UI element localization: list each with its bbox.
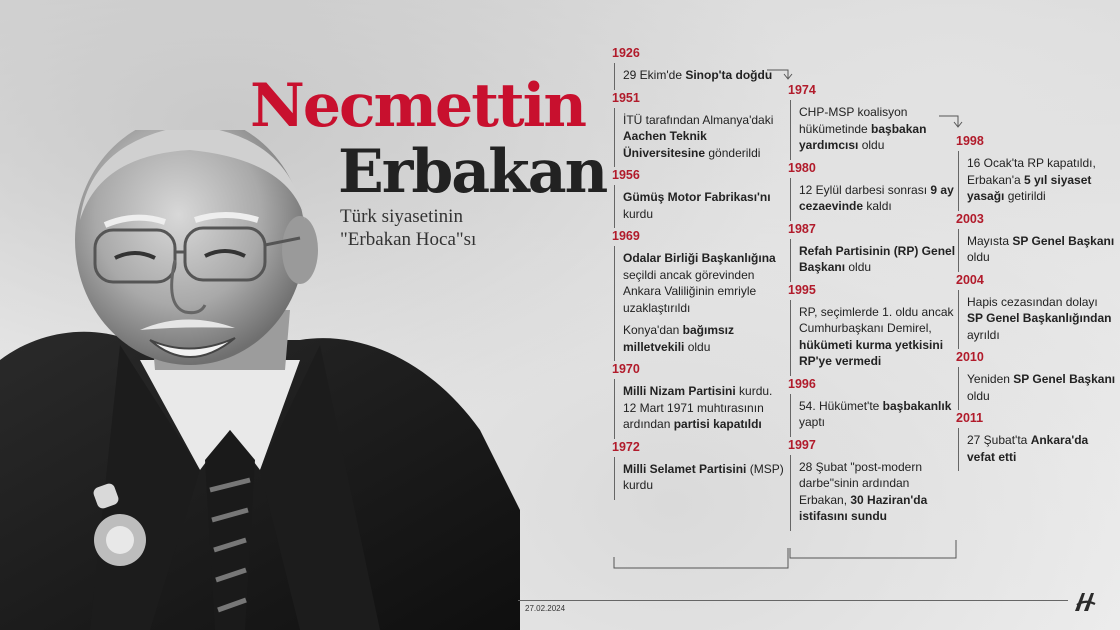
timeline-entry (790, 394, 960, 437)
entry-text: 16 Ocak'ta RP kapatıldı, Erbakan'a (967, 156, 1096, 187)
timeline-entry (958, 151, 1116, 211)
timeline-entry (614, 457, 787, 500)
subtitle-line-1: Türk siyasetinin (340, 206, 463, 227)
entry-highlight: başbakanlık (882, 398, 952, 413)
entry-highlight: 9 ay cezaevinde (799, 182, 954, 213)
timeline-year: 1956 (612, 168, 640, 182)
entry-text: 54. Hükümet'te (799, 398, 883, 413)
timeline-entry (614, 246, 787, 361)
entry-text: (MSP) kurdu (623, 461, 784, 492)
entry-highlight: başbakan yardımcısı (799, 121, 927, 152)
entry-text: 29 Ekim'de (623, 68, 686, 82)
timeline-year: 1972 (612, 439, 640, 454)
timeline-year: 1987 (788, 221, 816, 236)
timeline-column-2 (788, 82, 960, 531)
entry-text: Yeniden (967, 372, 1014, 386)
timeline-entry (614, 108, 787, 168)
entry-text: 12 Eylül darbesi sonrası (799, 182, 931, 197)
timeline-entry (958, 290, 1116, 350)
timeline-entry (958, 229, 1116, 272)
entry-text: seçildi ancak görevinden Ankara Valiliğinin emriyle uzaklaştırıldı (623, 267, 757, 315)
entry-text: oldu (967, 250, 990, 264)
entry-highlight: Gümüş Motor Fabrikası'nı (623, 190, 771, 204)
entry-text: kaldı (863, 199, 892, 213)
timeline-year: 1998 (956, 134, 984, 148)
timeline-column-1 (612, 45, 787, 500)
timeline-year: 1970 (612, 362, 640, 376)
entry-highlight: SP Genel Başkanı (1013, 372, 1116, 386)
entry-text: oldu (845, 260, 872, 274)
entry-text: ayrıldı (967, 327, 1000, 342)
entry-text: İTÜ tarafından Almanya'daki (623, 112, 774, 127)
connector-arrow-1 (614, 548, 788, 568)
timeline-entry (958, 367, 1116, 410)
timeline-entry (790, 178, 960, 221)
entry-highlight: Milli Selamet Partisini (623, 461, 747, 476)
timeline-year: 2004 (956, 272, 984, 287)
timeline-year: 1996 (788, 376, 816, 391)
timeline-entry (790, 300, 960, 376)
footer-divider (518, 600, 1068, 601)
timeline-year: 2010 (956, 350, 984, 364)
timeline-entry (790, 239, 960, 282)
timeline-year: 1926 (612, 46, 640, 60)
entry-text: oldu (858, 138, 885, 152)
entry-text: Hapis cezasından dolayı (967, 294, 1098, 309)
subtitle (340, 205, 540, 251)
entry-text: RP, seçimlerde 1. oldu ancak Cumhurbaşkanı Demirel, (799, 304, 954, 335)
entry-text: yaptı (799, 415, 826, 429)
publish-date: 27.02.2024 (525, 604, 566, 613)
entry-text: Konya'dan (623, 323, 683, 337)
title-first-name: Necmettin (250, 71, 586, 141)
timeline-entry (790, 100, 960, 160)
entry-highlight: Sinop'ta doğdu (685, 68, 773, 82)
timeline-column-3 (956, 133, 1116, 471)
timeline-year: 1969 (612, 229, 640, 243)
entry-text: 28 Şubat "post-modern darbe"sinin ardından Erbakan, (799, 459, 922, 507)
entry-text: oldu (684, 339, 711, 354)
entry-highlight: hükümeti kurma yetkisini RP'ye vermedi (799, 337, 944, 368)
timeline-entry (614, 379, 787, 439)
timeline-year: 1951 (612, 90, 640, 105)
timeline-entry (614, 185, 787, 228)
timeline-year: 1995 (788, 282, 816, 297)
entry-text: Mayısta (967, 233, 1013, 248)
timeline-year: 1980 (788, 160, 816, 175)
title-last-name: Erbakan (338, 137, 607, 207)
entry-highlight: Milli Nizam Partisini (623, 384, 736, 398)
entry-text: gönderildi (705, 145, 761, 160)
entry-highlight: 5 yıl siyaset yasağı (967, 172, 1092, 203)
entry-highlight: Odalar Birliği Başkanlığına (623, 251, 776, 265)
entry-highlight: 30 Haziran'da istifasını sundu (799, 492, 928, 523)
entry-text: CHP-MSP koalisyon hükümetinde (799, 105, 908, 136)
entry-highlight: Refah Partisinin (RP) Genel Başkanı (799, 243, 956, 274)
subtitle-line-2: "Erbakan Hoca"sı (340, 229, 477, 250)
entry-highlight: SP Genel Başkanlığından (967, 311, 1112, 325)
entry-text: 27 Şubat'ta (967, 433, 1031, 447)
entry-text: oldu (967, 388, 990, 403)
timeline-year: 1997 (788, 437, 816, 452)
entry-highlight: Ankara'da vefat etti (967, 433, 1089, 464)
entry-text: getirildi (1004, 189, 1046, 203)
timeline-year: 2003 (956, 211, 984, 226)
entry-highlight: partisi kapatıldı (673, 417, 762, 431)
timeline-year: 2011 (956, 411, 984, 425)
entry-highlight: SP Genel Başkanı (1012, 233, 1115, 248)
entry-text: kurdu. 12 Mart 1971 muhtırasının ardından (623, 384, 773, 431)
aa-logo-icon (1073, 590, 1097, 612)
timeline-entry (614, 63, 787, 90)
entry-text: kurdu (623, 206, 654, 221)
timeline-entry (958, 428, 1116, 471)
entry-highlight: Aachen Teknik Üniversitesine (623, 129, 707, 160)
entry-highlight: bağımsız milletvekili (623, 323, 735, 354)
timeline-entry (790, 455, 960, 531)
timeline-year: 1974 (788, 83, 816, 97)
timeline-entry-extra (623, 322, 787, 355)
